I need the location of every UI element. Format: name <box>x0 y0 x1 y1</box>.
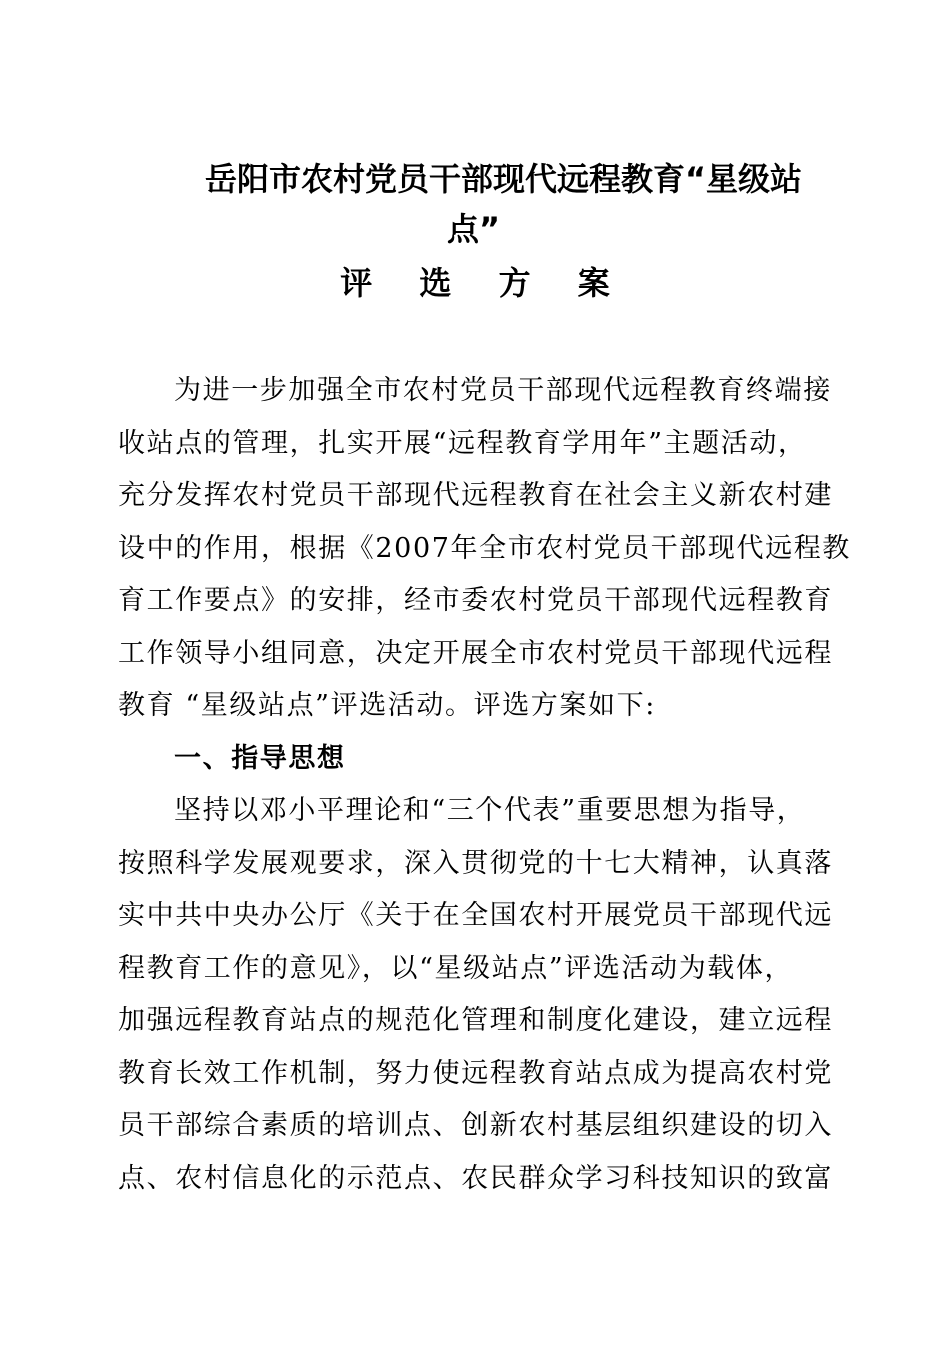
section-paragraph-line: 程教育工作的意见》，以“星级站点”评选活动为载体， <box>118 952 794 984</box>
section-paragraph-line: 坚持以邓小平理论和“三个代表”重要思想为指导， <box>174 795 806 826</box>
intro-paragraph-line: 收站点的管理，扎实开展“远程教育学用年”主题活动， <box>118 427 807 459</box>
intro-paragraph-line: 设中的作用，根据《2007年全市农村党员干部现代远程教 <box>118 532 851 564</box>
intro-paragraph-line: 工作领导小组同意，决定开展全市农村党员干部现代远程 <box>118 637 833 669</box>
intro-paragraph-line: 育工作要点》的安排，经市委农村党员干部现代远程教育 <box>118 585 833 616</box>
section-paragraph-line: 实中共中央办公厅《关于在全国农村开展党员干部现代远 <box>118 900 833 931</box>
section-paragraph-line: 员干部综合素质的培训点、创新农村基层组织建设的切入 <box>118 1110 833 1141</box>
document-title-line-1: 岳阳市农村党员干部现代远程教育“星级站 <box>205 160 803 198</box>
document-body <box>118 365 851 1205</box>
document-title-line-2: 点” <box>447 210 501 248</box>
section-heading-guiding-thought: 一、指导思想 <box>174 742 346 774</box>
intro-paragraph-line: 充分发挥农村党员干部现代远程教育在社会主义新农村建 <box>118 480 833 511</box>
section-paragraph-line: 按照科学发展观要求，深入贯彻党的十七大精神，认真落 <box>118 847 833 879</box>
section-paragraph-line: 教育长效工作机制，努力使远程教育站点成为提高农村党 <box>118 1057 833 1089</box>
section-paragraph-line: 加强远程教育站点的规范化管理和制度化建设，建立远程 <box>118 1005 833 1036</box>
intro-paragraph-line: 教育 “星级站点”评选活动。评选方案如下: <box>118 690 656 721</box>
section-paragraph-line: 点、农村信息化的示范点、农民群众学习科技知识的致富 <box>118 1162 833 1194</box>
document-subtitle: 评 选 方 案 <box>340 264 628 302</box>
intro-paragraph-line: 为进一步加强全市农村党员干部现代远程教育终端接 <box>174 375 832 406</box>
